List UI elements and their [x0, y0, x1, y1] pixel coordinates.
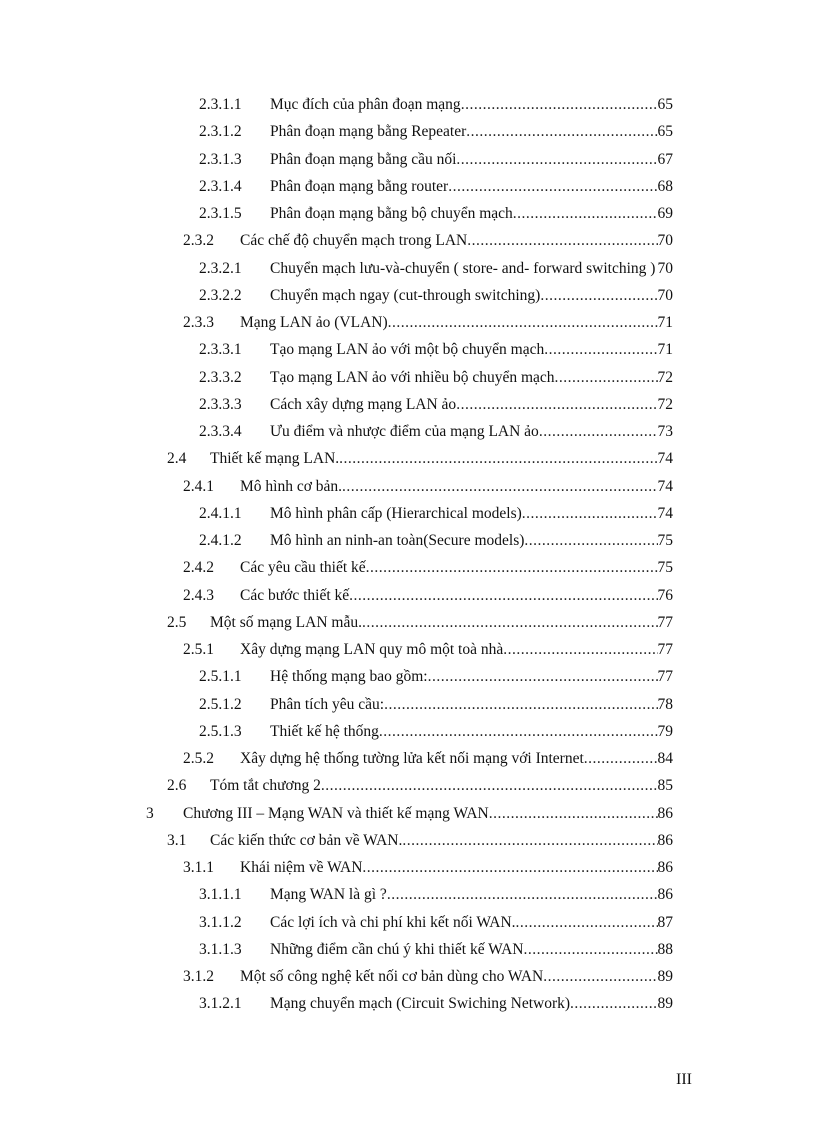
toc-entry-line [270, 936, 673, 963]
dot-leader [402, 827, 657, 854]
toc-entry-number: 2.3.2.2 [199, 286, 242, 304]
toc-entry[interactable] [0, 827, 816, 854]
toc-entry[interactable] [0, 718, 816, 745]
toc-entry[interactable] [0, 636, 816, 663]
dot-leader [388, 309, 658, 336]
toc-entry-number: 3.1.1.2 [199, 913, 242, 931]
toc-entry-page: 86 [657, 831, 673, 849]
toc-entry[interactable] [0, 473, 816, 500]
dot-leader [456, 391, 657, 418]
toc-entry-title: Mục đích của phân đoạn mạng [270, 96, 461, 113]
toc-entry-line [240, 309, 673, 336]
toc-entry-page: 68 [657, 177, 673, 195]
toc-entry-page: 65 [657, 96, 673, 113]
toc-entry-title: Cách xây dựng mạng LAN ảo [270, 395, 457, 413]
toc-entry-number: 2.3.2 [183, 232, 214, 250]
toc-entry[interactable] [0, 990, 816, 1017]
toc-entry-page: 65 [657, 123, 673, 141]
toc-entry[interactable] [0, 500, 816, 527]
toc-entry-line [240, 636, 673, 663]
dot-leader [362, 854, 657, 881]
toc-entry-title: Phân tích yêu cầu: [270, 695, 385, 713]
toc-entry-title: Một số công nghệ kết nối cơ bản dùng cho WAN [240, 968, 544, 985]
toc-entry-title: Mạng LAN ảo (VLAN) [240, 314, 388, 331]
toc-entry-title: Mạng chuyển mạch (Circuit Swiching Network) [270, 995, 571, 1013]
toc-entry[interactable] [0, 445, 816, 472]
page-number-footer: III [676, 1071, 692, 1088]
toc-entry-page: 85 [657, 777, 673, 795]
toc-entry-title: Thiết kế mạng LAN. [210, 450, 340, 468]
toc-entry-number: 2.3.3.2 [199, 368, 242, 386]
toc-entry-title: Mạng WAN là gì ? [270, 886, 387, 904]
dot-leader [339, 445, 657, 472]
dot-leader [522, 500, 658, 527]
toc-entry[interactable] [0, 527, 816, 554]
toc-entry-page: 67 [657, 150, 673, 168]
toc-entry-line [240, 745, 673, 772]
toc-entry-number: 2.5.1.2 [199, 695, 242, 713]
toc-entry[interactable] [0, 146, 816, 173]
toc-entry-number: 2.5.1.1 [199, 668, 242, 686]
toc-entry-title: Phân đoạn mạng bằng router [270, 177, 449, 195]
toc-entry-title: Các chế độ chuyển mạch trong LAN [240, 232, 468, 250]
toc-entry-title: Xây dựng mạng LAN quy mô một toà nhà [240, 641, 504, 658]
toc-entry-title: Phân đoạn mạng bằng cầu nối [270, 150, 457, 168]
toc-entry-number: 2.3.1.3 [199, 150, 242, 168]
toc-entry-line [270, 255, 673, 282]
toc-entry-page: 73 [657, 423, 673, 440]
toc-entry-number: 2.3.1.4 [199, 177, 242, 195]
dot-leader [342, 473, 657, 500]
toc-entry-title: Mô hình cơ bản. [240, 477, 343, 495]
toc-entry-line [240, 473, 673, 500]
toc-entry-page: 72 [657, 395, 673, 413]
toc-entry-page: 77 [657, 641, 673, 658]
toc-entry-page: 72 [657, 368, 673, 386]
toc-entry-page: 86 [657, 886, 673, 904]
dot-leader [362, 609, 658, 636]
toc-entry-line [240, 582, 673, 609]
toc-entry-line [270, 364, 673, 391]
toc-entry-page: 69 [657, 205, 673, 222]
dot-leader [539, 418, 658, 445]
toc-entry-line [210, 609, 673, 636]
toc-entry-line [270, 663, 673, 690]
dot-leader [524, 527, 657, 554]
dot-leader [448, 173, 657, 200]
toc-entry-page: 75 [657, 532, 673, 549]
toc-entry-title: Tạo mạng LAN ảo với một bộ chuyển mạch [270, 341, 545, 359]
toc-entry-line [210, 827, 673, 854]
dot-leader [456, 146, 657, 173]
toc-entry-page: 89 [657, 968, 673, 985]
toc-entry-number: 2.3.3.1 [199, 341, 242, 359]
toc-entry-page: 76 [657, 586, 673, 604]
toc-entry-page: 77 [657, 613, 673, 631]
dot-leader [543, 963, 657, 990]
toc-entry-title: Chuyển mạch ngay (cut-through switching) [270, 286, 541, 304]
toc-entry-number: 2.4.2 [183, 559, 214, 577]
toc-entry-number: 3.1.2.1 [199, 995, 242, 1013]
toc-entry[interactable] [0, 118, 816, 145]
toc-entry-number: 3 [146, 804, 154, 822]
toc-entry[interactable] [0, 691, 816, 718]
toc-entry-line [270, 527, 673, 554]
toc-entry[interactable] [0, 364, 816, 391]
toc-entry-page: 87 [657, 913, 673, 931]
dot-leader [516, 909, 658, 936]
toc-entry-page: 70 [657, 286, 673, 304]
toc-entry-number: 2.4.1 [183, 477, 214, 495]
toc-entry-number: 2.4.1.1 [199, 504, 242, 522]
toc-entry-number: 2.5.1 [183, 641, 214, 658]
toc-entry-line [270, 173, 673, 200]
toc-entry-title: Các yêu cầu thiết kế [240, 559, 366, 577]
toc-entry-number: 3.1.1.3 [199, 940, 242, 958]
dot-leader [555, 364, 658, 391]
toc-entry-page: 86 [657, 859, 673, 876]
toc-entry[interactable] [0, 391, 816, 418]
toc-entry-line [270, 718, 673, 745]
toc-entry-line [270, 418, 673, 445]
toc-entry-line [240, 554, 673, 581]
toc-entry-line [270, 881, 673, 908]
toc-entry-title: Mô hình an ninh-an toàn(Secure models) [270, 532, 525, 549]
toc-entry[interactable] [0, 909, 816, 936]
toc-entry-number: 2.3.2.1 [199, 259, 242, 277]
toc-entry-title: Thiết kế hệ thống [270, 722, 379, 740]
dot-leader [366, 554, 658, 581]
toc-entry-number: 3.1.1.1 [199, 886, 242, 904]
toc-entry-number: 2.3.3.4 [199, 423, 242, 440]
dot-leader [428, 663, 658, 690]
toc-entry-page: 71 [657, 341, 673, 359]
toc-entry-line [210, 772, 673, 799]
toc-entry[interactable] [0, 936, 816, 963]
toc-entry[interactable] [0, 227, 816, 254]
toc-entry-page: 78 [657, 695, 673, 713]
toc-entry[interactable] [0, 963, 816, 990]
toc-entry-page: 88 [657, 940, 673, 958]
dot-leader [584, 745, 658, 772]
toc-entry-title: Phân đoạn mạng bằng Repeater [270, 123, 467, 141]
toc-entry[interactable] [0, 854, 816, 881]
toc-entry-page: 89 [657, 995, 673, 1013]
toc-entry-title: Tạo mạng LAN ảo với nhiều bộ chuyển mạch [270, 368, 555, 386]
toc-entry[interactable] [0, 745, 816, 772]
toc-entry[interactable] [0, 554, 816, 581]
toc-entry-line [183, 800, 673, 827]
toc-entry-number: 2.4.3 [183, 586, 214, 604]
dot-leader [570, 990, 657, 1017]
toc-entry-page: 74 [657, 450, 673, 468]
toc-entry-title: Mô hình phân cấp (Hierarchical models) [270, 504, 522, 522]
toc-entry[interactable] [0, 336, 816, 363]
toc-entry-line [270, 391, 673, 418]
toc-entry-line [240, 227, 673, 254]
dot-leader [384, 691, 657, 718]
toc-entry-title: Những điểm cần chú ý khi thiết kế WAN [270, 940, 524, 958]
toc-entry-title: Một số mạng LAN mẫu. [210, 613, 362, 631]
toc-entry-page: 74 [657, 477, 673, 495]
toc-entry-number: 2.6 [167, 777, 187, 795]
toc-entry-title: Chuyển mạch lưu-và-chuyển ( store- and- forward switching ) [270, 259, 656, 277]
toc-entry-title: Các kiến thức cơ bản về WAN. [210, 831, 403, 849]
toc-entry-number: 2.5.1.3 [199, 722, 242, 740]
toc-entry[interactable] [0, 800, 816, 827]
toc-entry-number: 2.4 [167, 450, 187, 468]
dot-leader [349, 582, 657, 609]
toc-entry-title: Phân đoạn mạng bằng bộ chuyển mạch [270, 205, 513, 222]
toc-entry-number: 2.5 [167, 613, 187, 631]
toc-entry-line [270, 282, 673, 309]
toc-entry[interactable] [0, 255, 816, 282]
toc-entry-page: 70 [657, 232, 673, 250]
dot-leader [540, 282, 657, 309]
toc-entry-line [270, 990, 673, 1017]
toc-entry[interactable] [0, 200, 816, 227]
toc-entry[interactable] [0, 881, 816, 908]
dot-leader [489, 800, 658, 827]
toc-entry-number: 2.3.1.2 [199, 123, 242, 141]
dot-leader [544, 336, 657, 363]
toc-entry-page: 74 [657, 504, 673, 522]
toc-entry-title: Ưu điểm và nhược điểm của mạng LAN ảo [270, 423, 539, 440]
toc-entry-line [270, 500, 673, 527]
dot-leader [321, 772, 658, 799]
toc-entry-page: 77 [657, 668, 673, 686]
dot-leader [523, 936, 657, 963]
toc-entry[interactable] [0, 609, 816, 636]
toc-entry-number: 2.4.1.2 [199, 532, 242, 549]
toc-entry-page: 86 [657, 804, 673, 822]
toc-entry-line [210, 445, 673, 472]
toc-entry-page: 75 [657, 559, 673, 577]
toc-entry-page: 71 [657, 314, 673, 331]
dot-leader [387, 881, 658, 908]
toc-entry-line [270, 118, 673, 145]
toc-entry-number: 3.1.2 [183, 968, 214, 985]
toc-entry-number: 2.3.3.3 [199, 395, 242, 413]
toc-entry-line [270, 691, 673, 718]
toc-entry[interactable] [0, 91, 816, 118]
toc-entry-page: 70 [657, 259, 673, 277]
toc-entry[interactable] [0, 309, 816, 336]
toc-entry-line [240, 963, 673, 990]
toc-entry-title: Tóm tắt chương 2 [210, 777, 321, 795]
toc-entry-line [270, 200, 673, 227]
toc-entry-number: 2.5.2 [183, 750, 214, 767]
toc-entry-title: Các lợi ích và chi phí khi kết nối WAN. [270, 913, 516, 931]
toc-entry-line [270, 909, 673, 936]
dot-leader [466, 118, 657, 145]
toc-entry-number: 2.3.1.5 [199, 205, 242, 222]
toc-entry-number: 2.3.3 [183, 314, 214, 331]
toc-entry-page: 84 [657, 750, 673, 767]
toc-entry[interactable] [0, 173, 816, 200]
dot-leader [379, 718, 658, 745]
toc-entry-title: Khái niệm về WAN [240, 859, 363, 876]
toc-entry[interactable] [0, 418, 816, 445]
toc-entry-title: Hệ thống mạng bao gồm: [270, 668, 428, 686]
dot-leader [461, 91, 658, 118]
dot-leader [513, 200, 658, 227]
toc-entry-line [240, 854, 673, 881]
dot-leader [503, 636, 657, 663]
toc-entry[interactable] [0, 663, 816, 690]
toc-entry[interactable] [0, 582, 816, 609]
toc-entry-number: 2.3.1.1 [199, 96, 242, 113]
table-of-contents [0, 91, 816, 1018]
toc-entry[interactable] [0, 282, 816, 309]
toc-entry-line [270, 336, 673, 363]
toc-entry-line [270, 91, 673, 118]
toc-entry[interactable] [0, 772, 816, 799]
toc-entry-number: 3.1.1 [183, 859, 214, 876]
toc-entry-page: 79 [657, 722, 673, 740]
toc-entry-line [270, 146, 673, 173]
dot-leader [467, 227, 657, 254]
toc-entry-number: 3.1 [167, 831, 187, 849]
toc-entry-title: Các bước thiết kế [240, 586, 350, 604]
toc-entry-title: Xây dựng hệ thống tường lửa kết nối mạng với Internet [240, 750, 584, 767]
toc-entry-title: Chương III – Mạng WAN và thiết kế mạng WAN [183, 804, 489, 822]
